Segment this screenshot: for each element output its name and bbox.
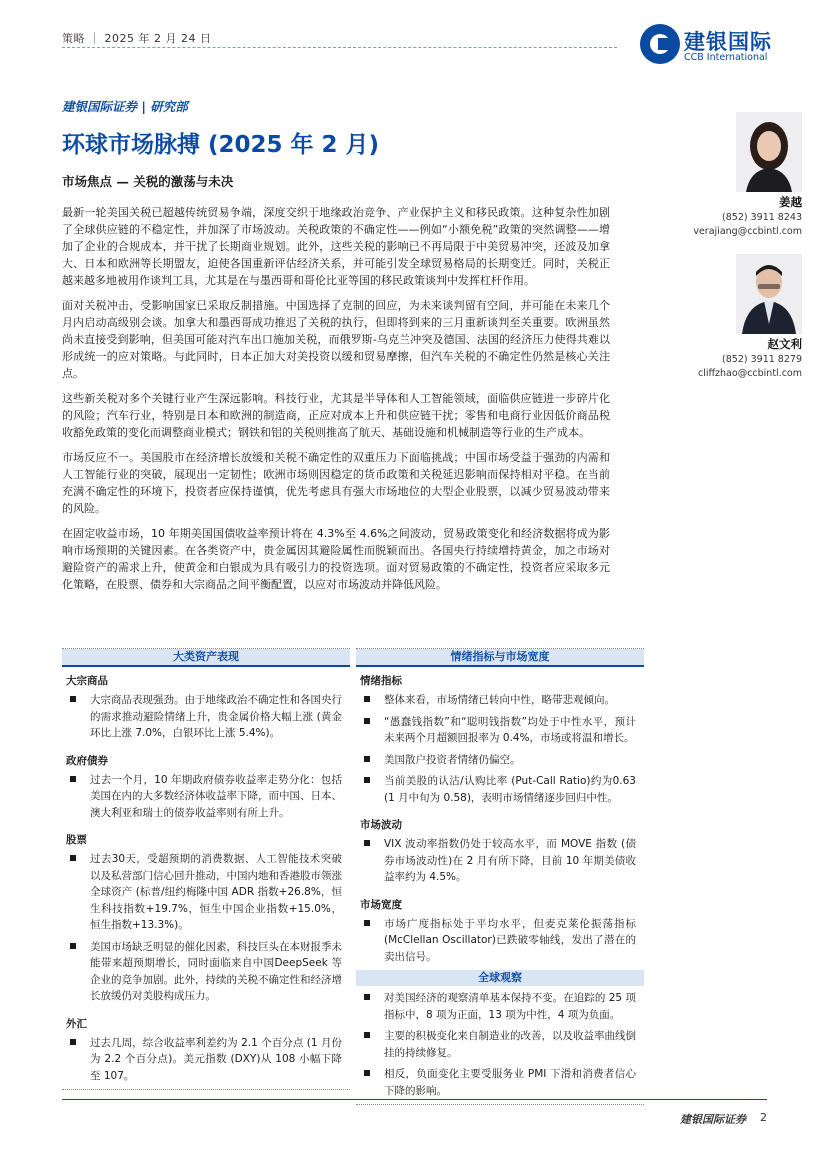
section-title: 情绪指标 (356, 665, 644, 692)
author-phone: (852) 3911 8279 (722, 354, 802, 365)
logo-name-en: CCB International (684, 52, 768, 63)
department-label: 建银国际证券 | 研究部 (62, 99, 188, 114)
asset-performance-box (62, 648, 350, 1090)
author-name: 赵文利 (767, 337, 802, 351)
section-title: 外汇 (66, 1017, 87, 1030)
author-phone: (852) 3911 8243 (722, 212, 802, 223)
report-tag: 策略 ｜ 2025 年 2 月 24 日 (62, 32, 212, 45)
page-title: 环球市场脉搏 (2025 年 2 月) (62, 132, 380, 158)
list-item: 过去几周，综合收益率利差约为 2.1 个百分点 (1 月份为 2.2 个百分点)。美元指数 (DXY)从 108 小幅下降至 107。 (62, 1035, 350, 1090)
page-subtitle: 市场焦点 — 关税的激荡与未决 (62, 174, 234, 189)
logo-name-cn: 建银国际 (684, 30, 772, 54)
section-title: 大宗商品 (62, 665, 350, 692)
sentiment-breadth-box (356, 648, 644, 1105)
author-email[interactable]: verajiang@ccbintl.com (693, 226, 802, 237)
bullet-icon (364, 696, 370, 702)
list-item: 大宗商品表现强劲。由于地缘政治不确定性和各国央行的需求推动避险情绪上升，贵金属价格大幅上涨 (黄金环比上涨 7.0%，白银环比上涨 5.4%)。 (62, 692, 350, 747)
paragraph: 最新一轮美国关税已超越传统贸易争端，深度交织于地缘政治竞争、产业保护主义和移民政策。这种复杂性加剧了全球供应链的不稳定性，并加深了市场波动。关税政策的不确定性——例如“小额免税”政策的突然调整——增加了企业的合规成本，并干扰了长期商业规划。此外，这些关税的影响已不再局限于中美贸易冲突，还波及加拿大、日本和欧洲等长期盟友，迫使各国重新评估经济关系，并可能引发全球贸易格局的长期变迁。同时，关税正越来越多地被用作谈判工具，尤其是在与墨西哥和哥伦比亚等国的移民政策谈判中发挥杠杆作用。 (62, 206, 610, 287)
author-name: 姜越 (779, 195, 802, 209)
list-item: 整体来看，市场情绪已转向中性，略带悲观倾向。 (356, 692, 644, 714)
bullet-icon (364, 777, 370, 783)
list-item: 对美国经济的观察清单基本保持不变。在追踪的 25 项指标中，8 项为正面，13 项为中性，4 项为负面。 (356, 990, 644, 1028)
box-heading: 大类资产表现 (62, 649, 350, 665)
box-heading: 全球观察 (356, 970, 644, 986)
list-item: 当前美股的认沽/认购比率 (Put-Call Ratio)约为0.63 (1 月中旬为 0.58)，表明市场情绪逐步回归中性。 (356, 773, 644, 811)
article-body (62, 204, 610, 601)
bullet-icon (364, 718, 370, 724)
footer-divider (62, 1099, 767, 1100)
header-divider (62, 47, 617, 49)
bullet-icon (364, 1070, 370, 1076)
section-title: 股票 (66, 834, 87, 846)
list-item: VIX 波动率指数仍处于较高水平，而 MOVE 指数 (债券市场波动性)在 2 月有所下降，目前 10 年期美债收益率约为 4.5%。 (356, 836, 644, 891)
footer-brand: 建银国际证券 (680, 1113, 746, 1126)
list-item: 美国市场缺乏明显的催化因素，科技巨头在本财报季未能带来超预期增长，同时面临来自中国DeepSeek 等企业的竞争加剧。此外，持续的关税不确定性和经济增长放缓仍对美股构成压力。 (62, 939, 350, 1010)
paragraph: 市场反应不一。美国股市在经济增长放缓和关税不确定性的双重压力下面临挑战；中国市场受益于强劲的内需和人工智能行业的突破，展现出一定韧性；欧洲市场则因稳定的货币政策和关税延迟影响而保持相对平稳。在当前充满不确定性的环境下，投资者应保持谨慎，优先考虑具有强大市场地位的大型企业股票，以减少贸易波动带来的风险。 (62, 451, 610, 515)
ccbi-logo-icon (640, 24, 680, 64)
list-item: 过去一个月，10 年期政府债券收益率走势分化：包括美国在内的大多数经济体收益率下降，而中国、日本、澳大利亚和瑞士的债券收益率则有所上升。 (62, 772, 350, 827)
bullet-icon (70, 696, 76, 702)
list-item: 相反，负面变化主要受服务业 PMI 下滑和消费者信心下降的影响。 (356, 1066, 644, 1104)
paragraph: 面对关税冲击，受影响国家已采取反制措施。中国选择了克制的回应，为未来谈判留有空间，并可能在未来几个月内启动高级别会谈。加拿大和墨西哥成功推迟了关税的执行，但即将到来的三月重新谈判至关重要。欧洲虽然尚未直接受到影响，但美国可能对汽车出口施加关税，而俄罗斯-乌克兰冲突及德国、法国的经济压力使得共难以形成统一的应对策略。与此同时，日本正加大对美投资以缓和贸易摩擦，但汽车关税的不确定性仍然是核心关注点。 (62, 299, 610, 380)
section-title: 市场波动 (360, 819, 402, 831)
bullet-icon (70, 943, 76, 949)
list-item: 主要的积极变化来自制造业的改善，以及收益率曲线倒挂的持续修复。 (356, 1028, 644, 1066)
bullet-icon (70, 855, 76, 861)
box-heading: 情绪指标与市场宽度 (356, 649, 644, 665)
bullet-icon (70, 1039, 76, 1045)
author-photo (736, 254, 802, 334)
bullet-icon (364, 1032, 370, 1038)
paragraph: 在固定收益市场，10 年期美国国债收益率预计将在 4.3%至 4.6%之间波动，贸易政策变化和经济数据将成为影响市场预期的关键因素。在各类资产中，贵金属因其避险属性而脱颖而出。各国央行持续增持黄金，加之市场对避险资产的需求上升，使黄金和白银成为具有吸引力的投资选项。面对贸易政策的不确定性，投资者应采取多元化策略，在股票、债券和大宗商品之间平衡配置，以应对市场波动并降低风险。 (62, 527, 610, 591)
author-card (698, 337, 802, 381)
author-photo (736, 112, 802, 192)
bullet-icon (364, 840, 370, 846)
section-title: 市场宽度 (360, 898, 402, 911)
author-card (693, 195, 802, 239)
author-email[interactable]: cliffzhao@ccbintl.com (698, 368, 802, 379)
bullet-icon (364, 994, 370, 1000)
bullet-icon (364, 920, 370, 926)
list-item: 美国散户投资者情绪仍偏空。 (356, 752, 644, 774)
page-number: 2 (760, 1111, 767, 1124)
list-item: 市场广度指标处于平均水平，但麦克莱伦振荡指标 (McClellan Oscillator)已跌破零轴线，发出了潜在的卖出信号。 (356, 916, 644, 971)
section-title: 政府债券 (66, 754, 108, 767)
bullet-icon (364, 756, 370, 762)
bullet-icon (70, 776, 76, 782)
list-item: 过去30天，受超预期的消费数据、人工智能技术突破以及私营部门信心回升推动，中国内地和香港股市领涨全球资产 (标普/纽约梅隆中国 ADR 指数+26.8%，恒生科技指数+19.7%，恒生中国企业指数+15.0%，恒生指数+13.3%)。 (62, 851, 350, 939)
paragraph: 这些新关税对多个关键行业产生深远影响。科技行业，尤其是半导体和人工智能领域，面临供应链进一步碎片化的风险；汽车行业，特别是日本和欧洲的制造商，正应对成本上升和供应链干扰；零售和电商行业因低价商品税收豁免政策的变化而调整商业模式；钢铁和铝的关税则推高了航天、基础设施和机械制造等行业的生产成本。 (62, 392, 610, 439)
list-item: “愚蠢钱指数”和“聪明钱指数”均处于中性水平，预计未来两个月超额回报率为 0.4%，市场或将温和增长。 (356, 714, 644, 752)
